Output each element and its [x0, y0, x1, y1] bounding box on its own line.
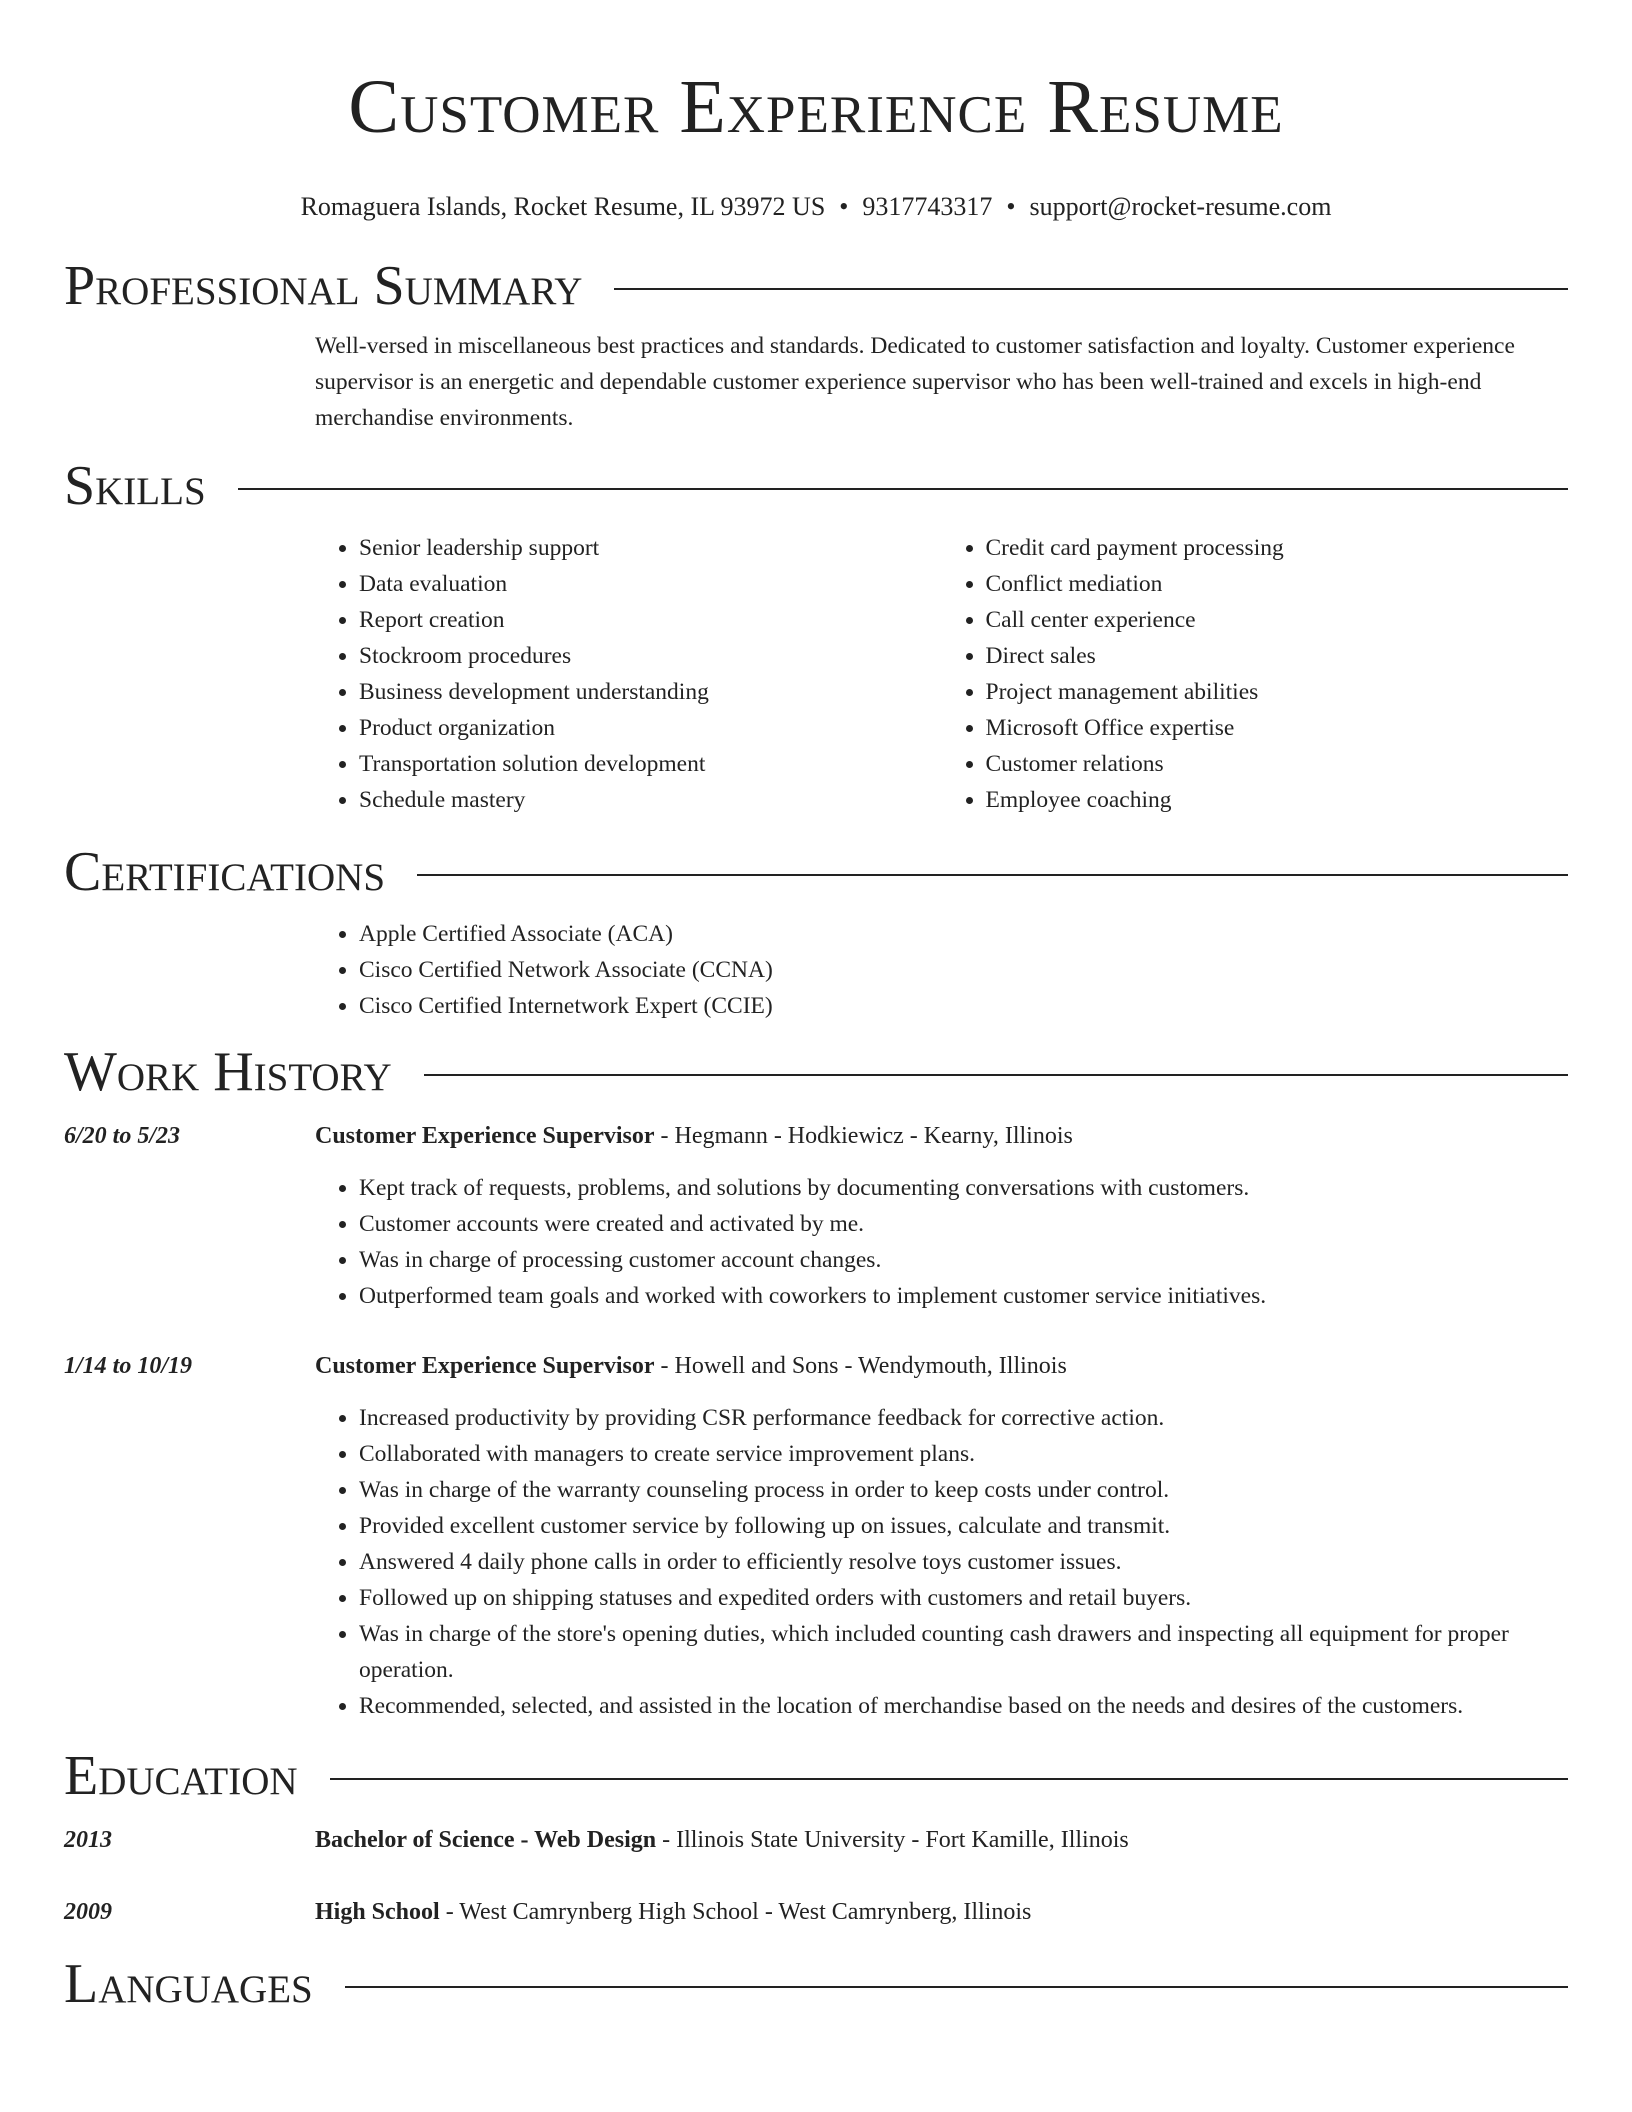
section-divider	[417, 874, 1568, 876]
job-bullets	[315, 1170, 1568, 1314]
skill-item: • Report creation	[359, 602, 942, 638]
summary-section-header	[64, 256, 1568, 316]
section-title-skills: Skills	[64, 455, 206, 517]
section-divider	[330, 1778, 1568, 1780]
job-title: Customer Experience Supervisor	[315, 1353, 655, 1379]
section-title-languages: Languages	[64, 1953, 313, 2015]
education-school: - Illinois State University - Fort Kamille, Illinois	[656, 1827, 1129, 1853]
job-dates: 1/14 to 10/19	[64, 1353, 193, 1379]
education-section-header	[64, 1746, 1568, 1806]
education-heading	[315, 1894, 1568, 1930]
skills-section-header	[64, 456, 1568, 516]
section-divider	[345, 1986, 1568, 1988]
education-heading	[315, 1822, 1568, 1858]
job-bullet: • Kept track of requests, problems, and solutions by documenting conversations with customers.	[359, 1170, 1568, 1206]
job-heading	[315, 1348, 1568, 1384]
skill-item: • Microsoft Office expertise	[986, 710, 1569, 746]
skill-item: • Schedule mastery	[359, 782, 942, 818]
contact-phone: 9317743317	[862, 192, 993, 221]
skill-item: • Business development understanding	[359, 674, 942, 710]
job-dates: 6/20 to 5/23	[64, 1123, 181, 1149]
job-bullet: • Recommended, selected, and assisted in the location of merchandise based on the needs and desires of the customers.	[359, 1688, 1568, 1724]
job-bullet: • Outperformed team goals and worked with coworkers to implement customer service initiatives.	[359, 1278, 1568, 1314]
skill-item: • Credit card payment processing	[986, 530, 1569, 566]
job-employer: - Howell and Sons - Wendymouth, Illinois	[654, 1353, 1067, 1379]
resume-page	[64, 0, 1568, 2014]
resume-title: Customer Experience Resume	[348, 65, 1284, 149]
languages-section-header	[64, 1954, 1568, 2014]
education-school: - West Camrynberg High School - West Camrynberg, Illinois	[439, 1899, 1032, 1925]
education-year: 2013	[64, 1827, 112, 1853]
education-entry	[64, 1894, 1568, 1930]
job-bullets	[315, 1400, 1568, 1724]
job-details	[315, 1170, 1568, 1314]
contact-separator: •	[1006, 192, 1016, 221]
skill-item: • Project management abilities	[986, 674, 1569, 710]
section-divider	[238, 488, 1568, 490]
skills-list-left	[315, 530, 942, 818]
skill-item: • Product organization	[359, 710, 942, 746]
job-entry	[64, 1348, 1568, 1384]
job-bullet: • Followed up on shipping statuses and expedited orders with customers and retail buyers.	[359, 1580, 1568, 1616]
skill-item: • Direct sales	[986, 638, 1569, 674]
certifications-list	[315, 916, 1568, 1024]
contact-email: support@rocket-resume.com	[1029, 192, 1332, 221]
education-degree: High School	[315, 1899, 440, 1925]
certification-item: • Apple Certified Associate (ACA)	[359, 916, 1568, 952]
section-divider	[614, 288, 1568, 290]
job-bullet: • Answered 4 daily phone calls in order to efficiently resolve toys customer issues.	[359, 1544, 1568, 1580]
skill-item: • Employee coaching	[986, 782, 1569, 818]
job-employer: - Hegmann - Hodkiewicz - Kearny, Illinois	[654, 1123, 1073, 1149]
skills-list-right	[942, 530, 1569, 818]
summary-text: Well-versed in miscellaneous best practices and standards. Dedicated to customer satisfaction and loyalty. Customer experience supervisor is an energetic and dependable customer experience supervisor who has been well-trained and excels in high-end merchandise environments.	[315, 333, 1515, 431]
skill-item: • Senior leadership support	[359, 530, 942, 566]
job-bullet: • Was in charge of the warranty counseling process in order to keep costs under control.	[359, 1472, 1568, 1508]
skill-item: • Data evaluation	[359, 566, 942, 602]
skills-grid	[315, 530, 1568, 818]
skill-item: • Stockroom procedures	[359, 638, 942, 674]
job-bullet: • Customer accounts were created and activated by me.	[359, 1206, 1568, 1242]
job-entry	[64, 1118, 1568, 1154]
job-bullet: • Was in charge of the store's opening duties, which included counting cash drawers and inspecting all equipment for proper operation.	[359, 1616, 1568, 1688]
skill-item: • Call center experience	[986, 602, 1569, 638]
job-title: Customer Experience Supervisor	[315, 1123, 655, 1149]
section-title-work: Work History	[64, 1041, 392, 1103]
contact-separator: •	[839, 192, 849, 221]
certification-item: • Cisco Certified Network Associate (CCNA)	[359, 952, 1568, 988]
education-entry	[64, 1822, 1568, 1858]
section-divider	[424, 1074, 1568, 1076]
certifications-block	[315, 916, 1568, 1024]
education-degree: Bachelor of Science - Web Design	[315, 1827, 657, 1853]
certification-item: • Cisco Certified Internetwork Expert (CCIE)	[359, 988, 1568, 1024]
skill-item: • Customer relations	[986, 746, 1569, 782]
section-title-certifications: Certifications	[64, 841, 386, 903]
skill-item: • Conflict mediation	[986, 566, 1569, 602]
job-bullet: • Increased productivity by providing CSR performance feedback for corrective action.	[359, 1400, 1568, 1436]
job-bullet: • Provided excellent customer service by following up on issues, calculate and transmit.	[359, 1508, 1568, 1544]
contact-line	[64, 192, 1568, 222]
education-year: 2009	[64, 1899, 112, 1925]
section-title-summary: Professional Summary	[64, 255, 583, 317]
contact-address: Romaguera Islands, Rocket Resume, IL 93972 US	[300, 192, 826, 221]
job-bullet: • Was in charge of processing customer account changes.	[359, 1242, 1568, 1278]
skill-item: • Transportation solution development	[359, 746, 942, 782]
section-title-education: Education	[64, 1745, 298, 1807]
work-section-header	[64, 1042, 1568, 1102]
job-heading	[315, 1118, 1568, 1154]
certifications-section-header	[64, 842, 1568, 902]
job-bullet: • Collaborated with managers to create service improvement plans.	[359, 1436, 1568, 1472]
job-details	[315, 1400, 1568, 1724]
